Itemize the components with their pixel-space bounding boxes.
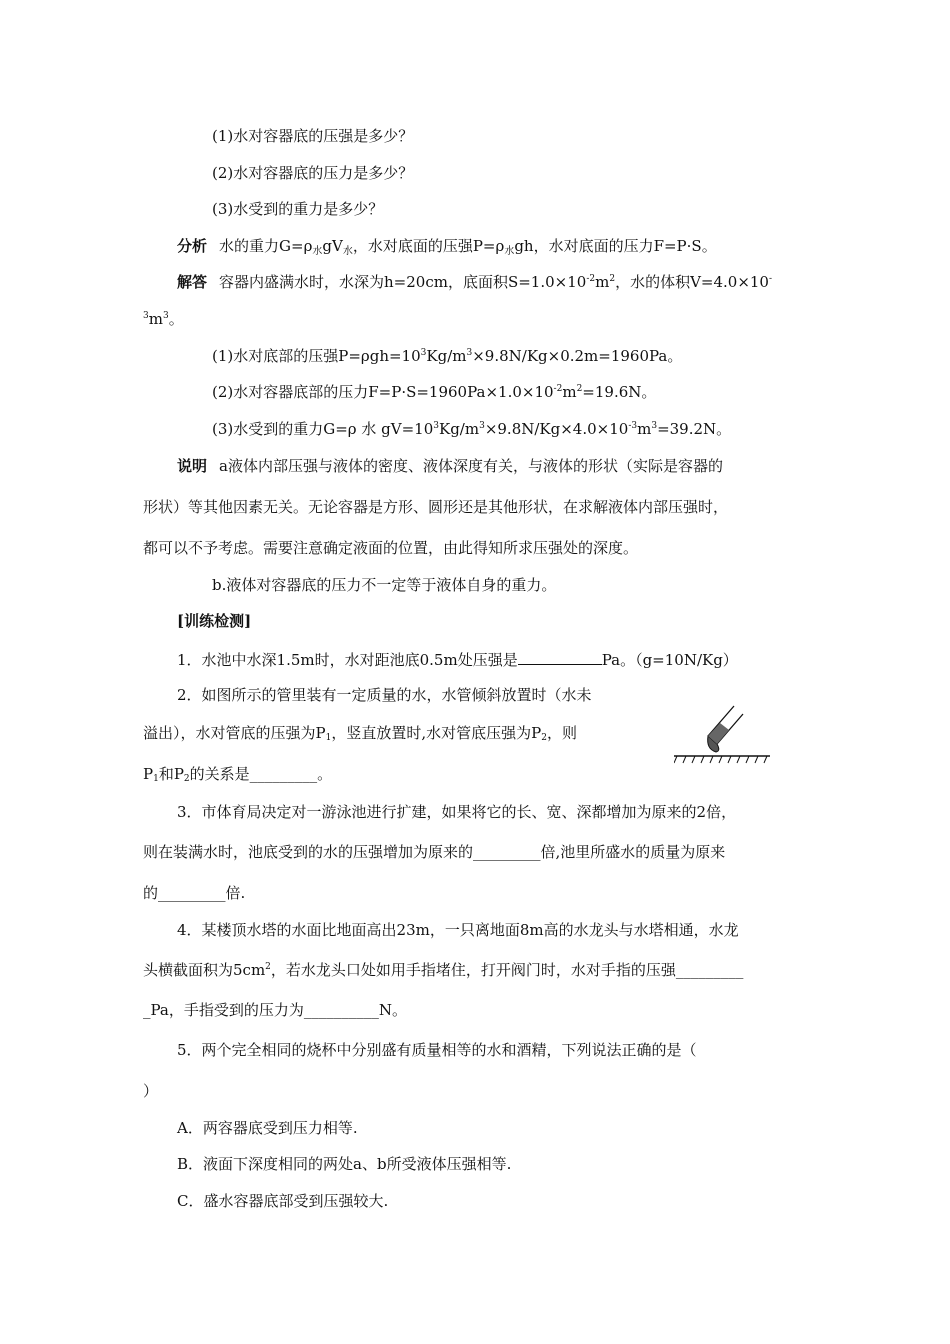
exercise-3-line-2: 则在装满水时，池底受到的水的压强增加为原来的_________倍,池里所盛水的质量为原来 — [143, 843, 726, 861]
question-1: (1)水对容器底的压强是多少？ — [212, 127, 414, 145]
tilted-tube-figure — [674, 703, 774, 773]
exercise-4-line-2: 头横截面积为$5cm^2$，若水龙头口处如用手指堵住，打开阀门时，水对手指的压强_________ — [143, 961, 744, 979]
exercise-2-line-3: $P_1$和$P_2$的关系是_________。 — [143, 765, 333, 784]
answer-wrap-line: $^3m^3$。 — [143, 310, 184, 328]
answer-blank[interactable] — [518, 648, 602, 665]
exercise-4-line-3: _Pa，手指受到的压力为__________N。 — [143, 1001, 407, 1019]
exercise-5-line-1: 5．两个完全相同的烧杯中分别盛有质量相等的水和酒精，下列说法正确的是（ — [177, 1041, 697, 1059]
option-c: C．盛水容器底部受到压强较大. — [177, 1192, 389, 1210]
exercise-5-line-2: ） — [143, 1082, 159, 1100]
exercise-2-line-2: 溢出），水对管底的压强为$P_1$，竖直放置时,水对管底压强为$P_2$，则 — [143, 724, 577, 743]
ground-hatching — [674, 756, 767, 763]
analysis-line: 分析 水的重力$G=\rho_水gV_水$，水对底面的压强$P=\rho_水gh$，水对底面的压力F=P·S。 — [177, 237, 717, 257]
note-line-2: 形状）等其他因素无关。无论容器是方形、圆形还是其他形状，在求解液体内部压强时， — [143, 498, 729, 516]
answer-line: 解答 容器内盛满水时，水深为h=20cm，底面积$S=1.0\times 10^{-2}m^2$，水的体积V=4.0×10- — [177, 273, 773, 291]
section-title: [训练检测] — [177, 612, 252, 630]
exercise-3-line-3: 的_________倍. — [143, 884, 246, 902]
note-label: 说明 — [177, 457, 208, 475]
exercise-4-line-1: 4．某楼顶水塔的水面比地面高出23m，一只离地面8m高的水龙头与水塔相通，水龙 — [177, 921, 739, 939]
answer-label: 解答 — [177, 273, 208, 291]
exercise-2-line-1: 2．如图所示的管里装有一定质量的水，水管倾斜放置时（水未 — [177, 686, 592, 704]
answer-step-3: (3)水受到的重力G=ρ 水 $gV=10^3Kg/m^3\times 9.8N/Kg\times 4.0\times 10^{-3}m^3=39.2N$。 — [212, 420, 732, 438]
note-line-3: 都可以不予考虑。需要注意确定液面的位置，由此得知所求压强处的深度。 — [143, 539, 639, 557]
note-line-4: b.液体对容器底的压力不一定等于液体自身的重力。 — [212, 576, 557, 594]
answer-step-2: (2)水对容器底部的压力$F=P\cdot S=1960Pa\times 1.0\times 10^{-2}m^2=19.6N$。 — [212, 383, 657, 401]
question-2: (2)水对容器底的压力是多少？ — [212, 164, 414, 182]
option-a: A．两容器底受到压力相等. — [177, 1119, 358, 1137]
exercise-3-line-1: 3．市体育局决定对一游泳池进行扩建，如果将它的长、宽、深都增加为原来的2倍， — [177, 803, 737, 821]
option-b: B．液面下深度相同的两处a、b所受液体压强相等. — [177, 1155, 512, 1173]
note-line-1: 说明 a液体内部压强与液体的密度、液体深度有关，与液体的形状（实际是容器的 — [177, 457, 723, 475]
analysis-label: 分析 — [177, 237, 208, 255]
answer-step-1: (1)水对底部的压强$P=\rho gh=10^3Kg/m^3\times 9.8N/Kg\times 0.2m=1960Pa$。 — [212, 347, 683, 365]
exercise-1: 1．水池中水深1.5m时，水对距池底0.5m处压强是 Pa。（g=10N/Kg） — [177, 648, 738, 670]
question-3: (3)水受到的重力是多少？ — [212, 200, 384, 218]
